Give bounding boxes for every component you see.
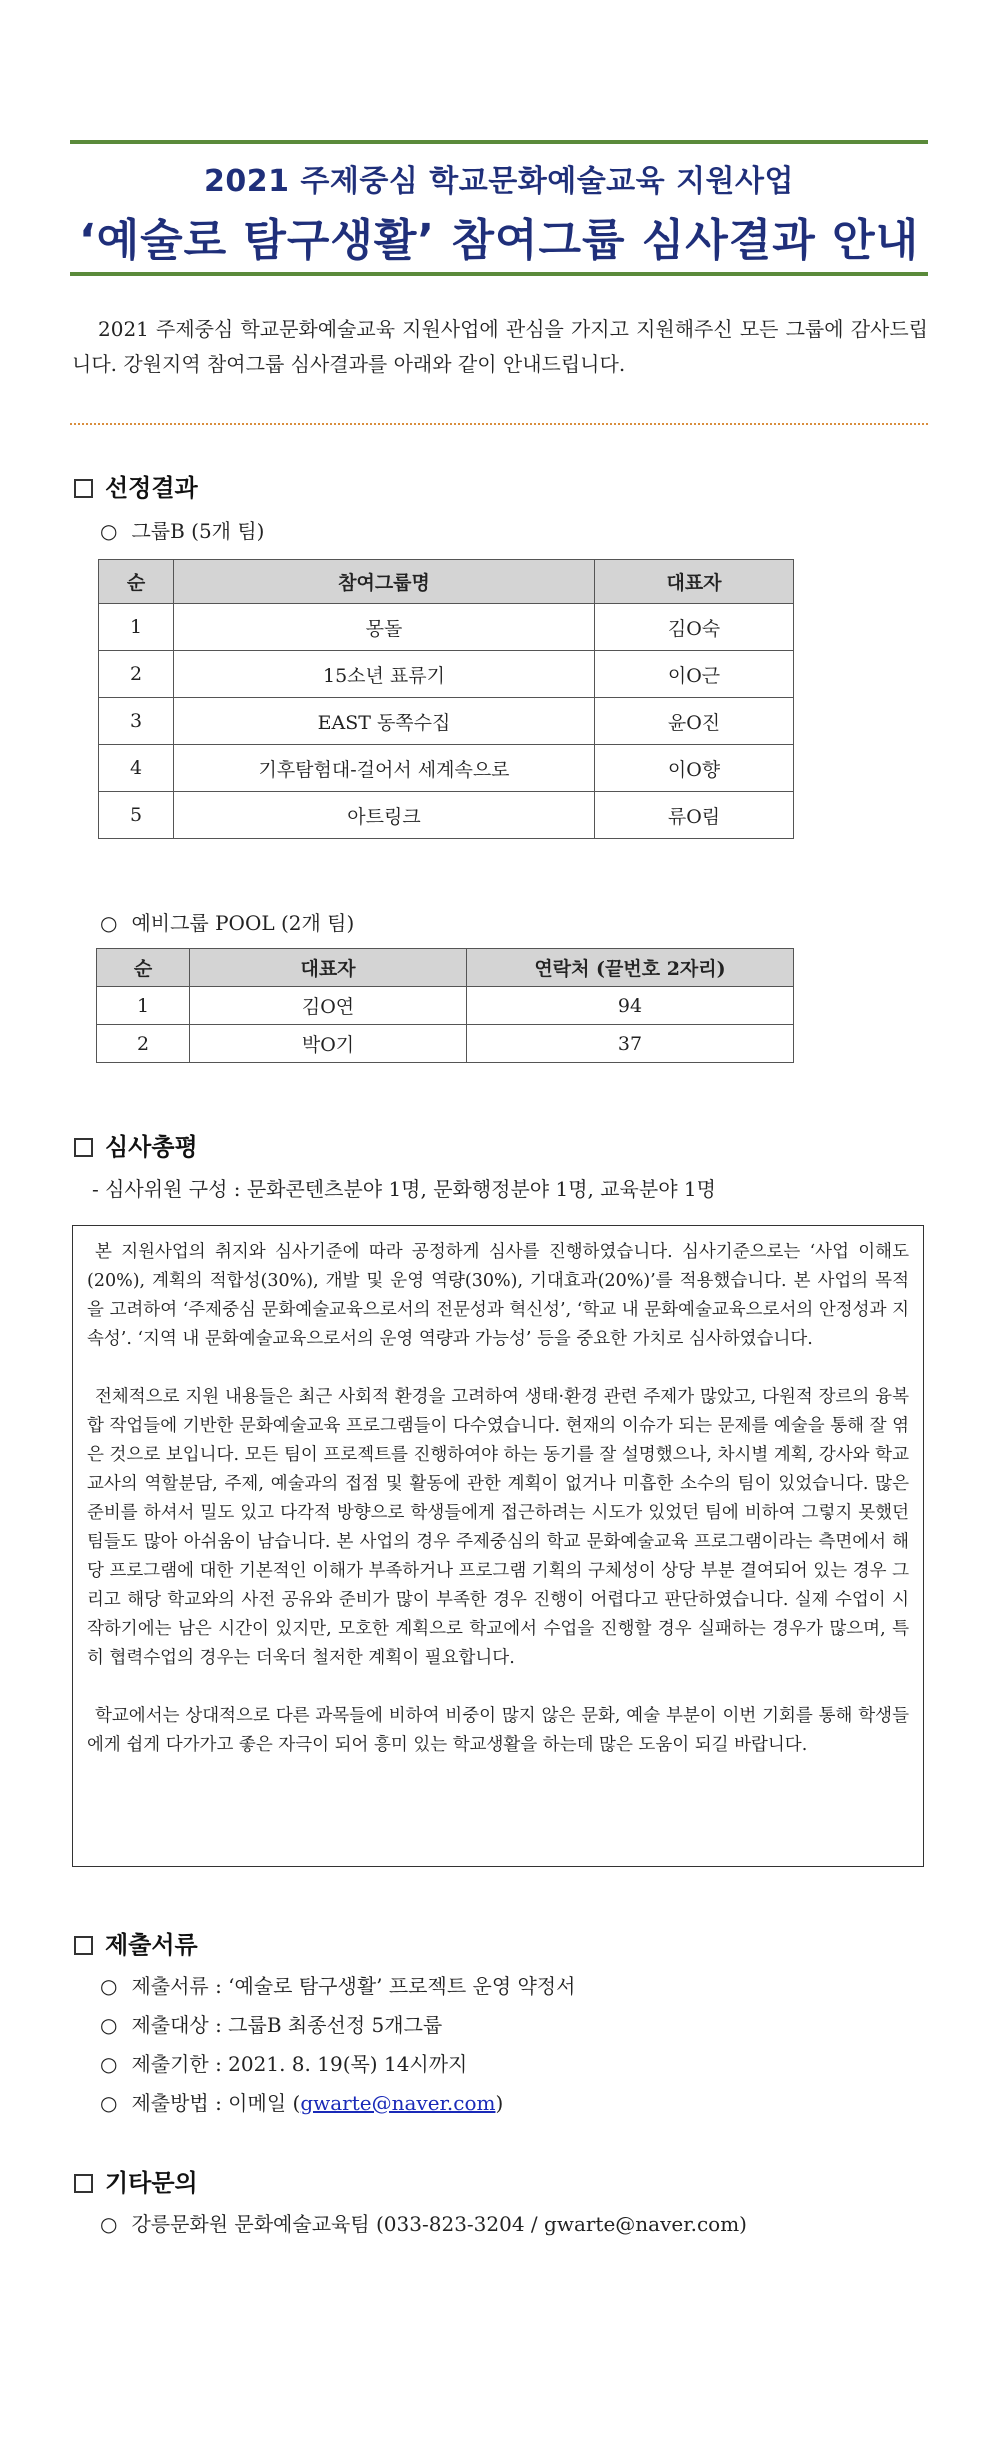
empty-square-icon [74, 1936, 93, 1955]
intro-paragraph: 2021 주제중심 학교문화예술교육 지원사업에 관심을 가지고 지원해주신 모든 그룹에 감사드립니다. 강원지역 참여그룹 심사결과를 아래와 같이 안내드립니다. [72, 317, 928, 376]
phone-suffix-cell: 37 [467, 1025, 794, 1063]
phone-suffix-cell: 94 [467, 987, 794, 1025]
section-heading-review: 심사총평 [74, 1127, 198, 1162]
representative-cell: 김O연 [190, 987, 467, 1025]
review-committee: - 심사위원 구성 : 문화콘텐츠분야 1명, 문화행정분야 1명, 교육분야 1명 [92, 1177, 716, 1201]
group-b-table [98, 559, 794, 839]
hollow-circle-icon: ○ [100, 2212, 118, 2236]
column-header: 대표자 [595, 560, 794, 604]
bottom-rule [70, 272, 928, 276]
section-heading-selection: 선정결과 [74, 468, 198, 503]
reserve-label: ○ 예비그룹 POOL (2개 팀) [100, 911, 355, 935]
table-row [97, 987, 794, 1025]
representative-cell: 이O근 [595, 651, 794, 698]
group-name-cell: EAST 동쪽수집 [174, 698, 595, 745]
rank-cell: 2 [99, 651, 174, 698]
contact-line: ○ 강릉문화원 문화예술교육팀 (033-823-3204 / gwarte@naver.com) [100, 2212, 747, 2236]
column-header: 순 [97, 949, 190, 987]
email-link[interactable]: gwarte@naver.com [300, 2091, 496, 2115]
group-name-cell: 기후탐험대-걸어서 세계속으로 [174, 745, 595, 792]
representative-cell: 류O림 [595, 792, 794, 839]
review-summary-box [72, 1225, 924, 1867]
table-row [99, 698, 794, 745]
rank-cell: 1 [97, 987, 190, 1025]
hollow-circle-icon: ○ [100, 2091, 118, 2115]
dotted-divider [70, 423, 928, 425]
group-name-cell: 아트링크 [174, 792, 595, 839]
representative-cell: 박O기 [190, 1025, 467, 1063]
empty-square-icon [74, 1138, 93, 1157]
rank-cell: 2 [97, 1025, 190, 1063]
hollow-circle-icon: ○ [100, 519, 118, 543]
review-paragraph: 학교에서는 상대적으로 다른 과목들에 비하여 비중이 많지 않은 문화, 예술 부분이 이번 기회를 통해 학생들에게 쉽게 다가가고 좋은 자극이 되어 흥미 있는 학교생활을 하는데 많은 도움이 되길 바랍니다. [87, 1706, 909, 1755]
representative-cell: 이O향 [595, 745, 794, 792]
list-item: ○ 제출대상 : 그룹B 최종선정 5개그룹 [100, 2013, 443, 2037]
rank-cell: 1 [99, 604, 174, 651]
review-paragraph: 전체적으로 지원 내용들은 최근 사회적 환경을 고려하여 생태·환경 관련 주제가 많았고, 다원적 장르의 융복합 작업들에 기반한 문화예술교육 프로그램들이 다수였습니다. 현재의 이슈가 되는 문제를 예술을 통해 잘 엮은 것으로 보입니다. 모든 팀이 프로젝트를 진행하여야 하는 동기를 잘 설명했으나, 차시별 계획, 강사와 학교 교사의 역할분담, 주제, 예술과의 접점 및 활동에 관한 계획이 없거나 미흡한 소수의 팀이 있었습니다. 많은 준비를 하셔서 밀도 있고 다각적 방향으로 학생들에게 접근하려는 시도가 있었던 팀에 비하여 그렇지 못했던 팀들도 많아 아쉬움이 남습니다. 본 사업의 경우 주제중심의 학교 문화예술교육 프로그램이라는 측면에서 해당 프로그램에 대한 기본적인 이해가 부족하거나 프로그램 기획의 구체성이 상당 부분 결여되어 있는 경우 그리고 해당 학교와의 사전 공유와 준비가 많이 부족한 경우 진행이 어렵다고 판단하였습니다. 실제 수업이 시작하기에는 남은 시간이 있지만, 모호한 계획으로 학교에서 수업을 진행할 경우 실패하는 경우가 많으며, 특히 협력수업의 경우는 더욱더 철저한 계획이 필요합니다. [87, 1387, 909, 1668]
list-item: ○ 제출기한 : 2021. 8. 19(목) 14시까지 [100, 2052, 468, 2076]
hollow-circle-icon: ○ [100, 1974, 118, 1998]
rank-cell: 4 [99, 745, 174, 792]
empty-square-icon [74, 2174, 93, 2193]
table-row [99, 792, 794, 839]
section-heading-documents: 제출서류 [74, 1925, 198, 1960]
review-paragraph: 본 지원사업의 취지와 심사기준에 따라 공정하게 심사를 진행하였습니다. 심사기준으로는 ‘사업 이해도(20%), 계획의 적합성(30%), 개발 및 운영 역량(30%), 기대효과(20%)’를 적용했습니다. 본 사업의 목적을 고려하여 ‘주제중심 문화예술교육으로서의 전문성과 혁신성’, ‘학교 내 문화예술교육으로서의 안정성과 지속성’. ‘지역 내 문화예술교육으로서의 운영 역량과 가능성’ 등을 중요한 가치로 심사하였습니다. [87, 1242, 909, 1349]
table-row [99, 604, 794, 651]
empty-square-icon [74, 479, 93, 498]
column-header: 연락처 (끝번호 2자리) [467, 949, 794, 987]
column-header: 참여그룹명 [174, 560, 595, 604]
reserve-table [96, 948, 794, 1063]
list-item: ○ 제출방법 : 이메일 (gwarte@naver.com) [100, 2091, 504, 2115]
column-header: 순 [99, 560, 174, 604]
hollow-circle-icon: ○ [100, 2013, 118, 2037]
list-item: ○ 제출서류 : ‘예술로 탐구생활’ 프로젝트 운영 약정서 [100, 1974, 576, 1998]
representative-cell: 윤O진 [595, 698, 794, 745]
table-row [99, 745, 794, 792]
rank-cell: 5 [99, 792, 174, 839]
group-name-cell: 15소년 표류기 [174, 651, 595, 698]
rank-cell: 3 [99, 698, 174, 745]
title-line-2: ‘예술로 탐구생활’ 참여그룹 심사결과 안내 [78, 215, 920, 266]
hollow-circle-icon: ○ [100, 911, 118, 935]
table-row [97, 1025, 794, 1063]
representative-cell: 김O숙 [595, 604, 794, 651]
group-name-cell: 몽돌 [174, 604, 595, 651]
table-row [99, 651, 794, 698]
top-rule [70, 140, 928, 144]
hollow-circle-icon: ○ [100, 2052, 118, 2076]
section-heading-contact: 기타문의 [74, 2163, 198, 2198]
title-line-1: 2021 주제중심 학교문화예술교육 지원사업 [203, 164, 794, 199]
group-b-label: ○ 그룹B (5개 팀) [100, 519, 265, 543]
column-header: 대표자 [190, 949, 467, 987]
